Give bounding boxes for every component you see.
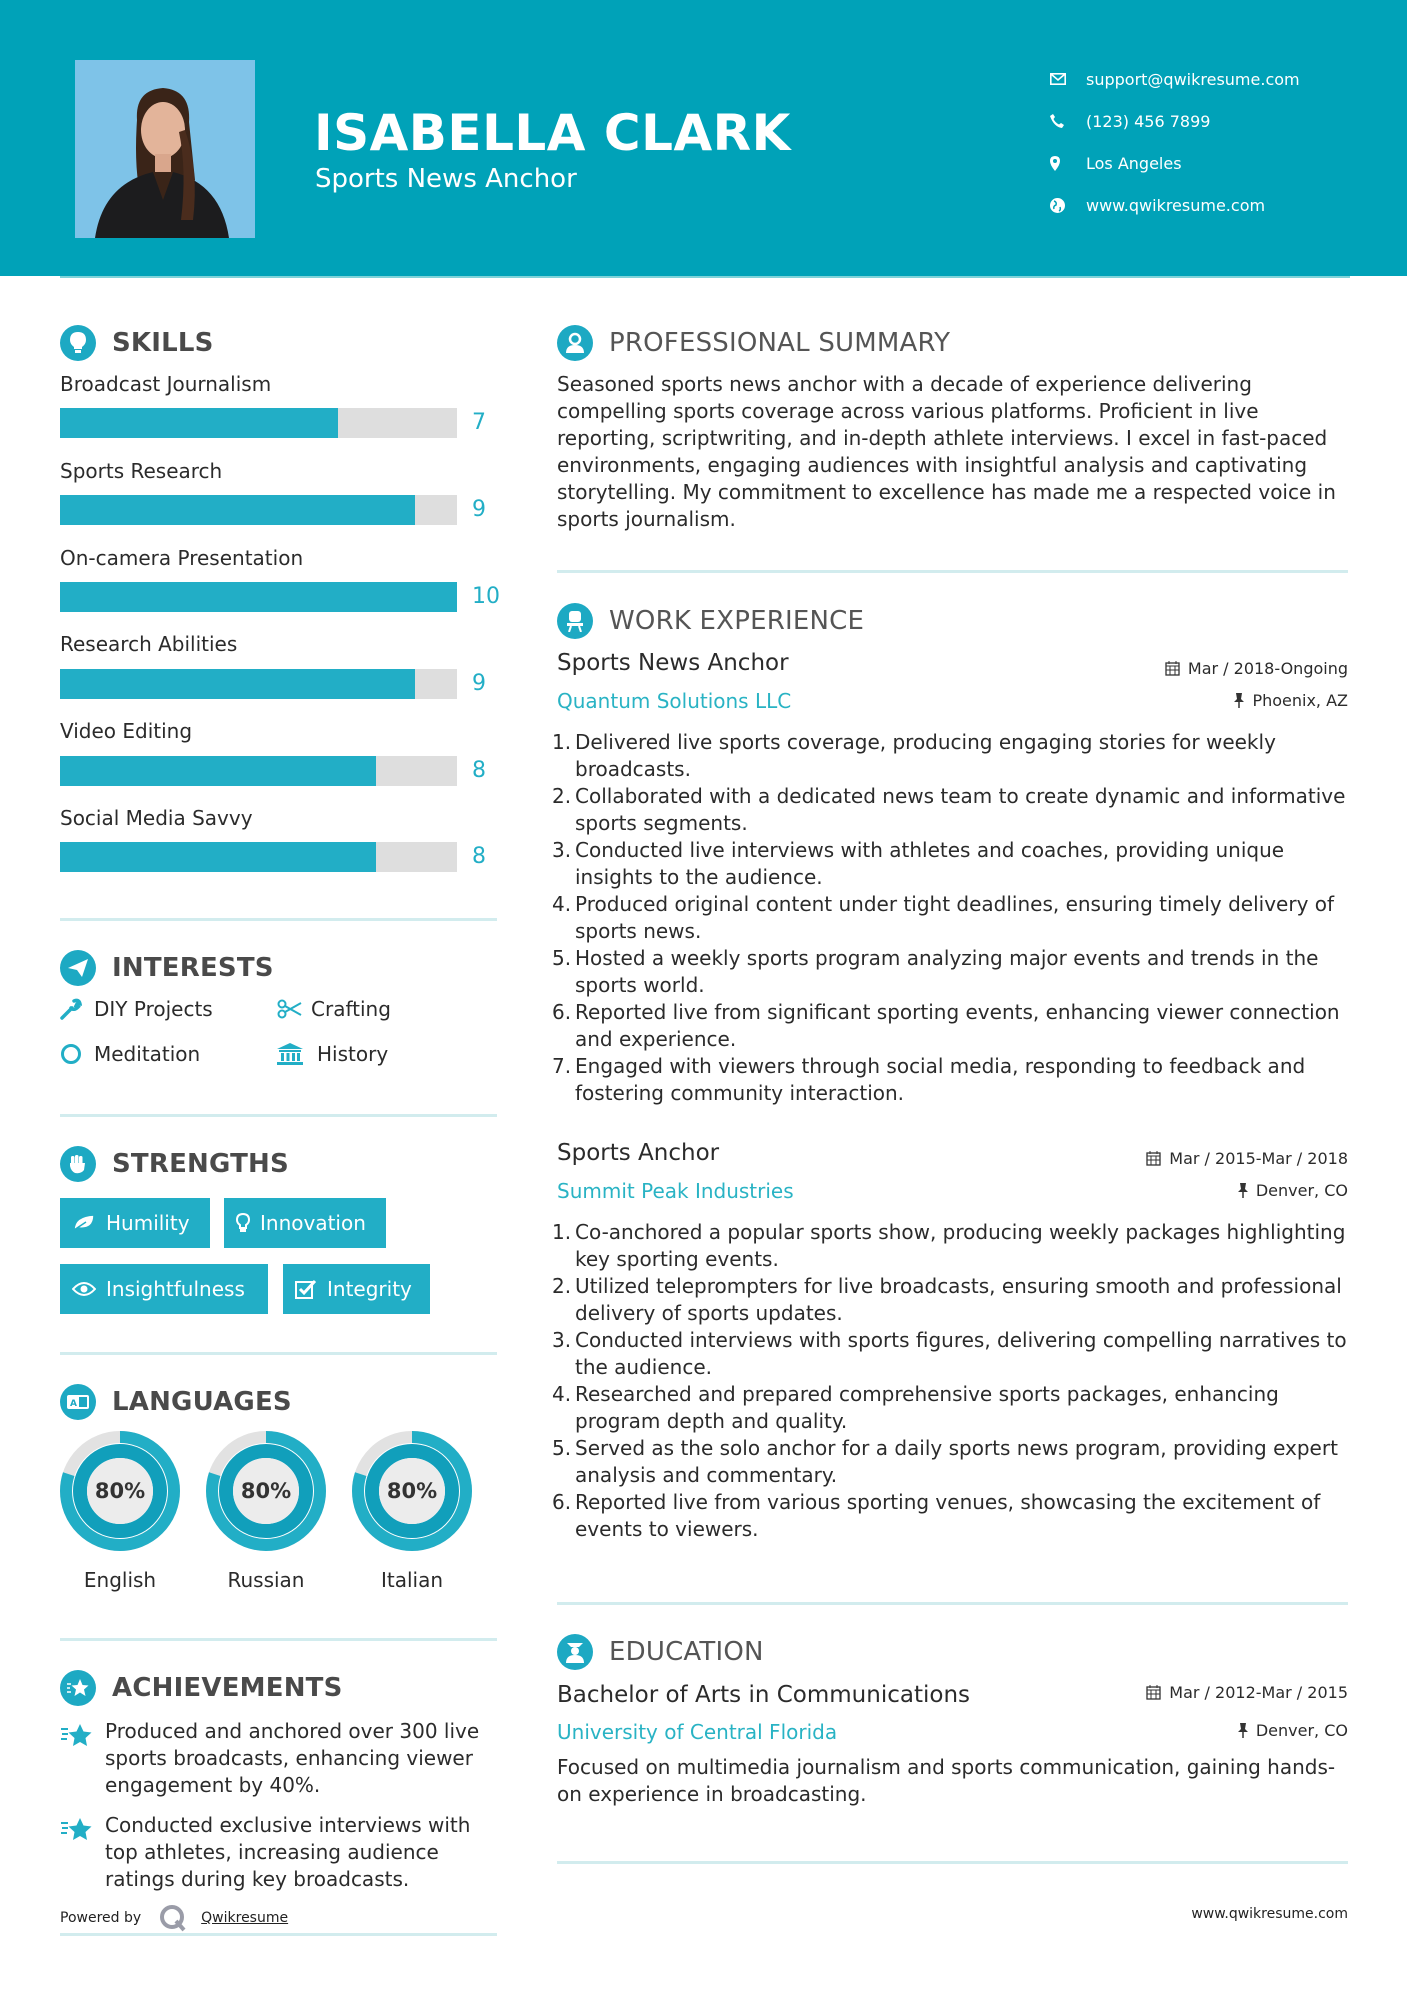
calendar-icon [1165, 661, 1180, 676]
star-icon [60, 1718, 105, 1799]
pushpin-icon [1238, 1723, 1248, 1738]
summary-text: Seasoned sports news anchor with a decade of experience delivering compelling sports coverage across various platforms. Proficient in live reporting, scriptwriting, and in-depth athlete interviews. I excel in fast-paced environments, engaging audiences with insightful analysis and captivating storytelling. My commitment to excellence has made me a respected voice in sports journalism. [557, 372, 1336, 531]
scissors-icon [277, 999, 311, 1019]
skill-value: 8 [472, 844, 486, 869]
phone-icon [1050, 114, 1086, 128]
user-icon [557, 325, 593, 361]
section-divider [557, 570, 1348, 573]
job-dates: Mar / 2015-Mar / 2018 [1146, 1149, 1348, 1168]
list-item: 4. Produced original content under tight deadlines, ensuring timely delivery of sports news. [552, 892, 1335, 943]
interest-item: Crafting [277, 997, 391, 1021]
job-title: Sports News Anchor [557, 650, 789, 676]
skill-label: Social Media Savvy [60, 806, 253, 830]
section-divider [60, 1933, 497, 1936]
translate-icon [60, 1384, 96, 1420]
skill-bar [60, 842, 457, 872]
candidate-name: ISABELLA CLARK [314, 104, 791, 162]
education-heading: EDUCATION [557, 1634, 764, 1670]
skill-label: Video Editing [60, 719, 193, 743]
skill-bar [60, 408, 457, 438]
education-dates: Mar / 2012-Mar / 2015 [1146, 1683, 1348, 1702]
list-item: 5. Hosted a weekly sports program analyzing major events and trends in the sports world. [552, 946, 1319, 997]
skill-bar [60, 756, 457, 786]
museum-icon [277, 1043, 317, 1065]
language-percent: 80% [240, 1479, 292, 1503]
contact-list [1050, 58, 1300, 226]
wrench-icon [60, 998, 94, 1020]
list-item: 5. Served as the solo anchor for a daily sports news program, providing expert analysis and commentary. [552, 1436, 1338, 1487]
list-item: 6. Reported live from significant sporting events, enhancing viewer connection and experience. [552, 1000, 1340, 1051]
lightbulb-icon [60, 325, 96, 361]
list-item: 7. Engaged with viewers through social media, responding to feedback and fostering community interaction. [552, 1054, 1306, 1105]
envelope-icon [1050, 73, 1086, 85]
section-divider [60, 1114, 497, 1117]
pushpin-icon [1238, 1183, 1248, 1198]
achievement-item: Conducted exclusive interviews with top athletes, increasing audience ratings during key broadcasts. [60, 1812, 500, 1893]
fist-icon [60, 1146, 96, 1182]
language-label: Italian [380, 1568, 444, 1592]
skill-label: Broadcast Journalism [60, 372, 272, 396]
list-item: 2. Utilized teleprompters for live broadcasts, ensuring smooth and professional delivery of sports updates. [552, 1274, 1342, 1325]
skill-value: 8 [472, 758, 486, 783]
achievements-heading: ACHIEVEMENTS [60, 1670, 343, 1706]
job-bullets [552, 729, 1352, 1107]
footer-website[interactable]: www.qwikresume.com [1191, 1906, 1348, 1922]
language-chart-russian [205, 1430, 327, 1592]
skill-bar [60, 495, 457, 525]
education-location: Denver, CO [1238, 1721, 1348, 1740]
calendar-icon [1146, 1685, 1161, 1700]
qwikresume-link[interactable]: Qwikresume [201, 1910, 289, 1926]
skill-label: On-camera Presentation [60, 546, 304, 570]
calendar-icon [1146, 1151, 1161, 1166]
language-chart-italian [351, 1430, 473, 1592]
list-item: 3. Conducted live interviews with athletes and coaches, providing unique insights to the audience. [552, 838, 1285, 889]
contact-email[interactable]: support@qwikresume.com [1050, 58, 1300, 100]
list-item: 2. Collaborated with a dedicated news team to create dynamic and informative sports segments. [552, 784, 1346, 835]
strength-tag: Insightfulness [60, 1264, 268, 1314]
skill-label: Research Abilities [60, 632, 238, 656]
leaf-icon [72, 1214, 96, 1232]
job-location: Denver, CO [1238, 1181, 1348, 1200]
job-bullets [552, 1219, 1352, 1543]
skill-bar [60, 669, 457, 699]
circle-icon [60, 1043, 94, 1065]
skill-value: 7 [472, 410, 486, 435]
languages-heading: A LANGUAGES [60, 1384, 292, 1420]
interests-heading: INTERESTS [60, 950, 274, 986]
chair-icon [557, 603, 593, 639]
candidate-title: Sports News Anchor [315, 164, 577, 194]
achievement-item: Produced and anchored over 300 live sports broadcasts, enhancing viewer engagement by 40%. [60, 1718, 500, 1799]
check-square-icon [295, 1279, 317, 1299]
job-dates: Mar / 2018-Ongoing [1165, 659, 1348, 678]
education-description: Focused on multimedia journalism and sports communication, gaining hands-on experience in broadcasting. [557, 1755, 1336, 1806]
eye-icon [72, 1281, 96, 1297]
lightbulb-icon [236, 1213, 250, 1233]
language-label: English [83, 1568, 157, 1592]
summary-heading: PROFESSIONAL SUMMARY [557, 325, 950, 361]
experience-heading: WORK EXPERIENCE [557, 603, 864, 639]
powered-by: Powered by Qwikresume [60, 1904, 288, 1932]
skill-bar [60, 582, 457, 612]
interest-item: History [277, 1042, 388, 1066]
skills-heading: SKILLS [60, 325, 214, 361]
section-divider [60, 1638, 497, 1641]
language-chart-english [59, 1430, 181, 1592]
strength-tag: Integrity [283, 1264, 430, 1314]
language-percent: 80% [94, 1479, 146, 1503]
job-location: Phoenix, AZ [1234, 691, 1348, 710]
school-name: University of Central Florida [557, 1720, 838, 1744]
strengths-heading: STRENGTHS [60, 1146, 289, 1182]
interest-item: Meditation [60, 1042, 200, 1066]
skill-value: 9 [472, 497, 486, 522]
strength-tag: Innovation [224, 1198, 386, 1248]
company-name: Summit Peak Industries [557, 1179, 794, 1203]
interest-item: DIY Projects [60, 997, 213, 1021]
degree-title: Bachelor of Arts in Communications [557, 1682, 971, 1708]
header-divider [60, 276, 1350, 278]
language-percent: 80% [386, 1479, 438, 1503]
section-divider [60, 918, 497, 921]
skill-value: 10 [472, 584, 500, 609]
list-item: 1. Delivered live sports coverage, producing engaging stories for weekly broadcasts. [552, 730, 1276, 781]
svg-text:A: A [70, 1399, 78, 1409]
contact-phone[interactable]: (123) 456 7899 [1050, 100, 1300, 142]
graduate-icon [557, 1634, 593, 1670]
pushpin-icon [1234, 693, 1244, 708]
section-divider [557, 1861, 1348, 1864]
list-item: 6. Reported live from various sporting venues, showcasing the excitement of events to viewers. [552, 1490, 1321, 1541]
company-name: Quantum Solutions LLC [557, 689, 792, 713]
resume-header [0, 0, 1407, 276]
list-item: 1. Co-anchored a popular sports show, producing weekly packages highlighting key sporting events. [552, 1220, 1346, 1271]
list-item: 3. Conducted interviews with sports figures, delivering compelling narratives to the audience. [552, 1328, 1347, 1379]
skill-value: 9 [472, 671, 486, 696]
skill-label: Sports Research [60, 459, 223, 483]
map-pin-icon [1050, 156, 1086, 171]
globe-icon [1050, 198, 1086, 213]
contact-location: Los Angeles [1050, 142, 1300, 184]
contact-website[interactable]: www.qwikresume.com [1050, 184, 1300, 226]
star-icon [60, 1812, 105, 1893]
strength-tag: Humility [60, 1198, 210, 1248]
profile-photo [75, 60, 255, 238]
list-item: 4. Researched and prepared comprehensive sports packages, enhancing program depth and quality. [552, 1382, 1279, 1433]
language-label: Russian [227, 1568, 305, 1592]
section-divider [60, 1352, 497, 1355]
paper-plane-icon [60, 950, 96, 986]
qwikresume-logo-icon [159, 1904, 187, 1932]
job-title: Sports Anchor [557, 1140, 720, 1166]
star-badge-icon [60, 1670, 96, 1706]
section-divider [557, 1602, 1348, 1605]
